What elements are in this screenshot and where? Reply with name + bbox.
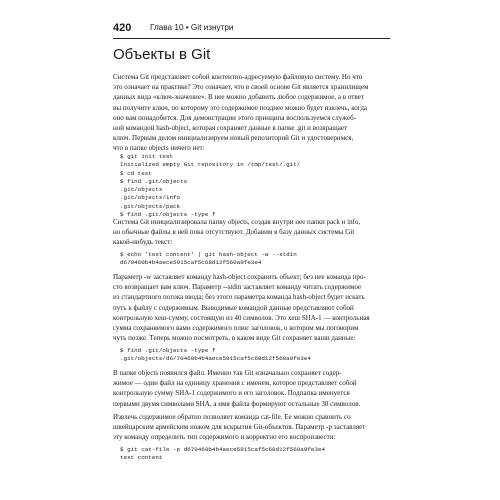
paragraph-intro: Система Git представляет собой контентно-адресуемую файловую систему. Но что это означает на практике? Это означает, что в своей основе Git является хранилищем данных вида «ключ-значение». В нее можно добавить любое содержимое, а в ответ вы получите ключ, по которому это содержимое позднее можно будет извлечь, когда оно вам понадобится. Для демонстрации этого принципа воспользуемся служеб- ной командой hash-object, которая сохраняет данные в папке .git и возвращает ключ. Первым делом инициализируем новый репозиторий Git и удостоверимся, что в папке objects ничего нет:: [113, 73, 369, 153]
page-header: [113, 22, 390, 39]
paragraph-hash-object-params: Параметр -w заставляет команду hash-object сохранить объект; без нее команда про- сто возвращает вам ключ. Параметр --stdin заставляет команду читать содержимое из стандартного потока ввода; без этого параметра команда hash-object будет искать путь к файлу с содержимым. Выводимые командой данные представляют собой контрольную хеш-сумму, состоящую из 40 символов. Это хеш SHA-1 — контрольная сумма сохраняемого вами содержимого плюс заголовок, о котором мы поговорим чуть позже. Теперь можно посмотреть, в каком виде Git сохраняет ваши данные:: [113, 273, 370, 343]
paragraph-objects-folder: Система Git инициализировала папку objects, создав внутри нее папки pack и info, но обычные файлы в ней пока отсутствуют. Добавим в базу данных системы Git какой-нибудь текст:: [113, 218, 361, 247]
paragraph-cat-file: Извлечь содержимое обратно позволяет команда cat-file. Ее можно сравнить со швейцарским армейским ножом для вскрытия Git-объектов. Параметр -p заставляет эту команду определить тип содержимого и корректно его воспроизвести:: [113, 413, 366, 442]
code-block-init: $ git init test Initialized empty Git repository in /tmp/test/.git/ $ cd test $ find .git/objects .git/objects .git/objects/info .git/objects/pack $ find .git/objects -type f: [120, 153, 301, 219]
paragraph-objects-file: В папке objects появился файл. Именно так Git изначально сохраняет содер- жимое — один файл на единицу хранения с именем, которое представляет собой контрольную сумму SHA-1 содержимого и его заголовок. Подпапка именуется первыми двумя символами SHA, а имя файла формируют остальные 38 символов.: [113, 369, 361, 408]
code-block-hash-object: $ echo 'test content' | git hash-object -w --stdin d670460b4b4aece5915caf5c68d12f560a9fe3e4: [120, 251, 297, 267]
page-number: 420: [113, 22, 132, 34]
running-head: Глава 10 • Git изнутри: [150, 23, 234, 32]
code-block-find-objects: $ find .git/objects -type f .git/objects/d6/70460b4b4aece5915caf5c68d12f560a9fe3e4: [120, 347, 311, 363]
section-title: Объекты в Git: [113, 46, 211, 63]
code-block-cat-file: $ git cat-file -p d670460b4b4aece5915caf5c68d12f560a9fe3e4 test content: [120, 446, 326, 462]
